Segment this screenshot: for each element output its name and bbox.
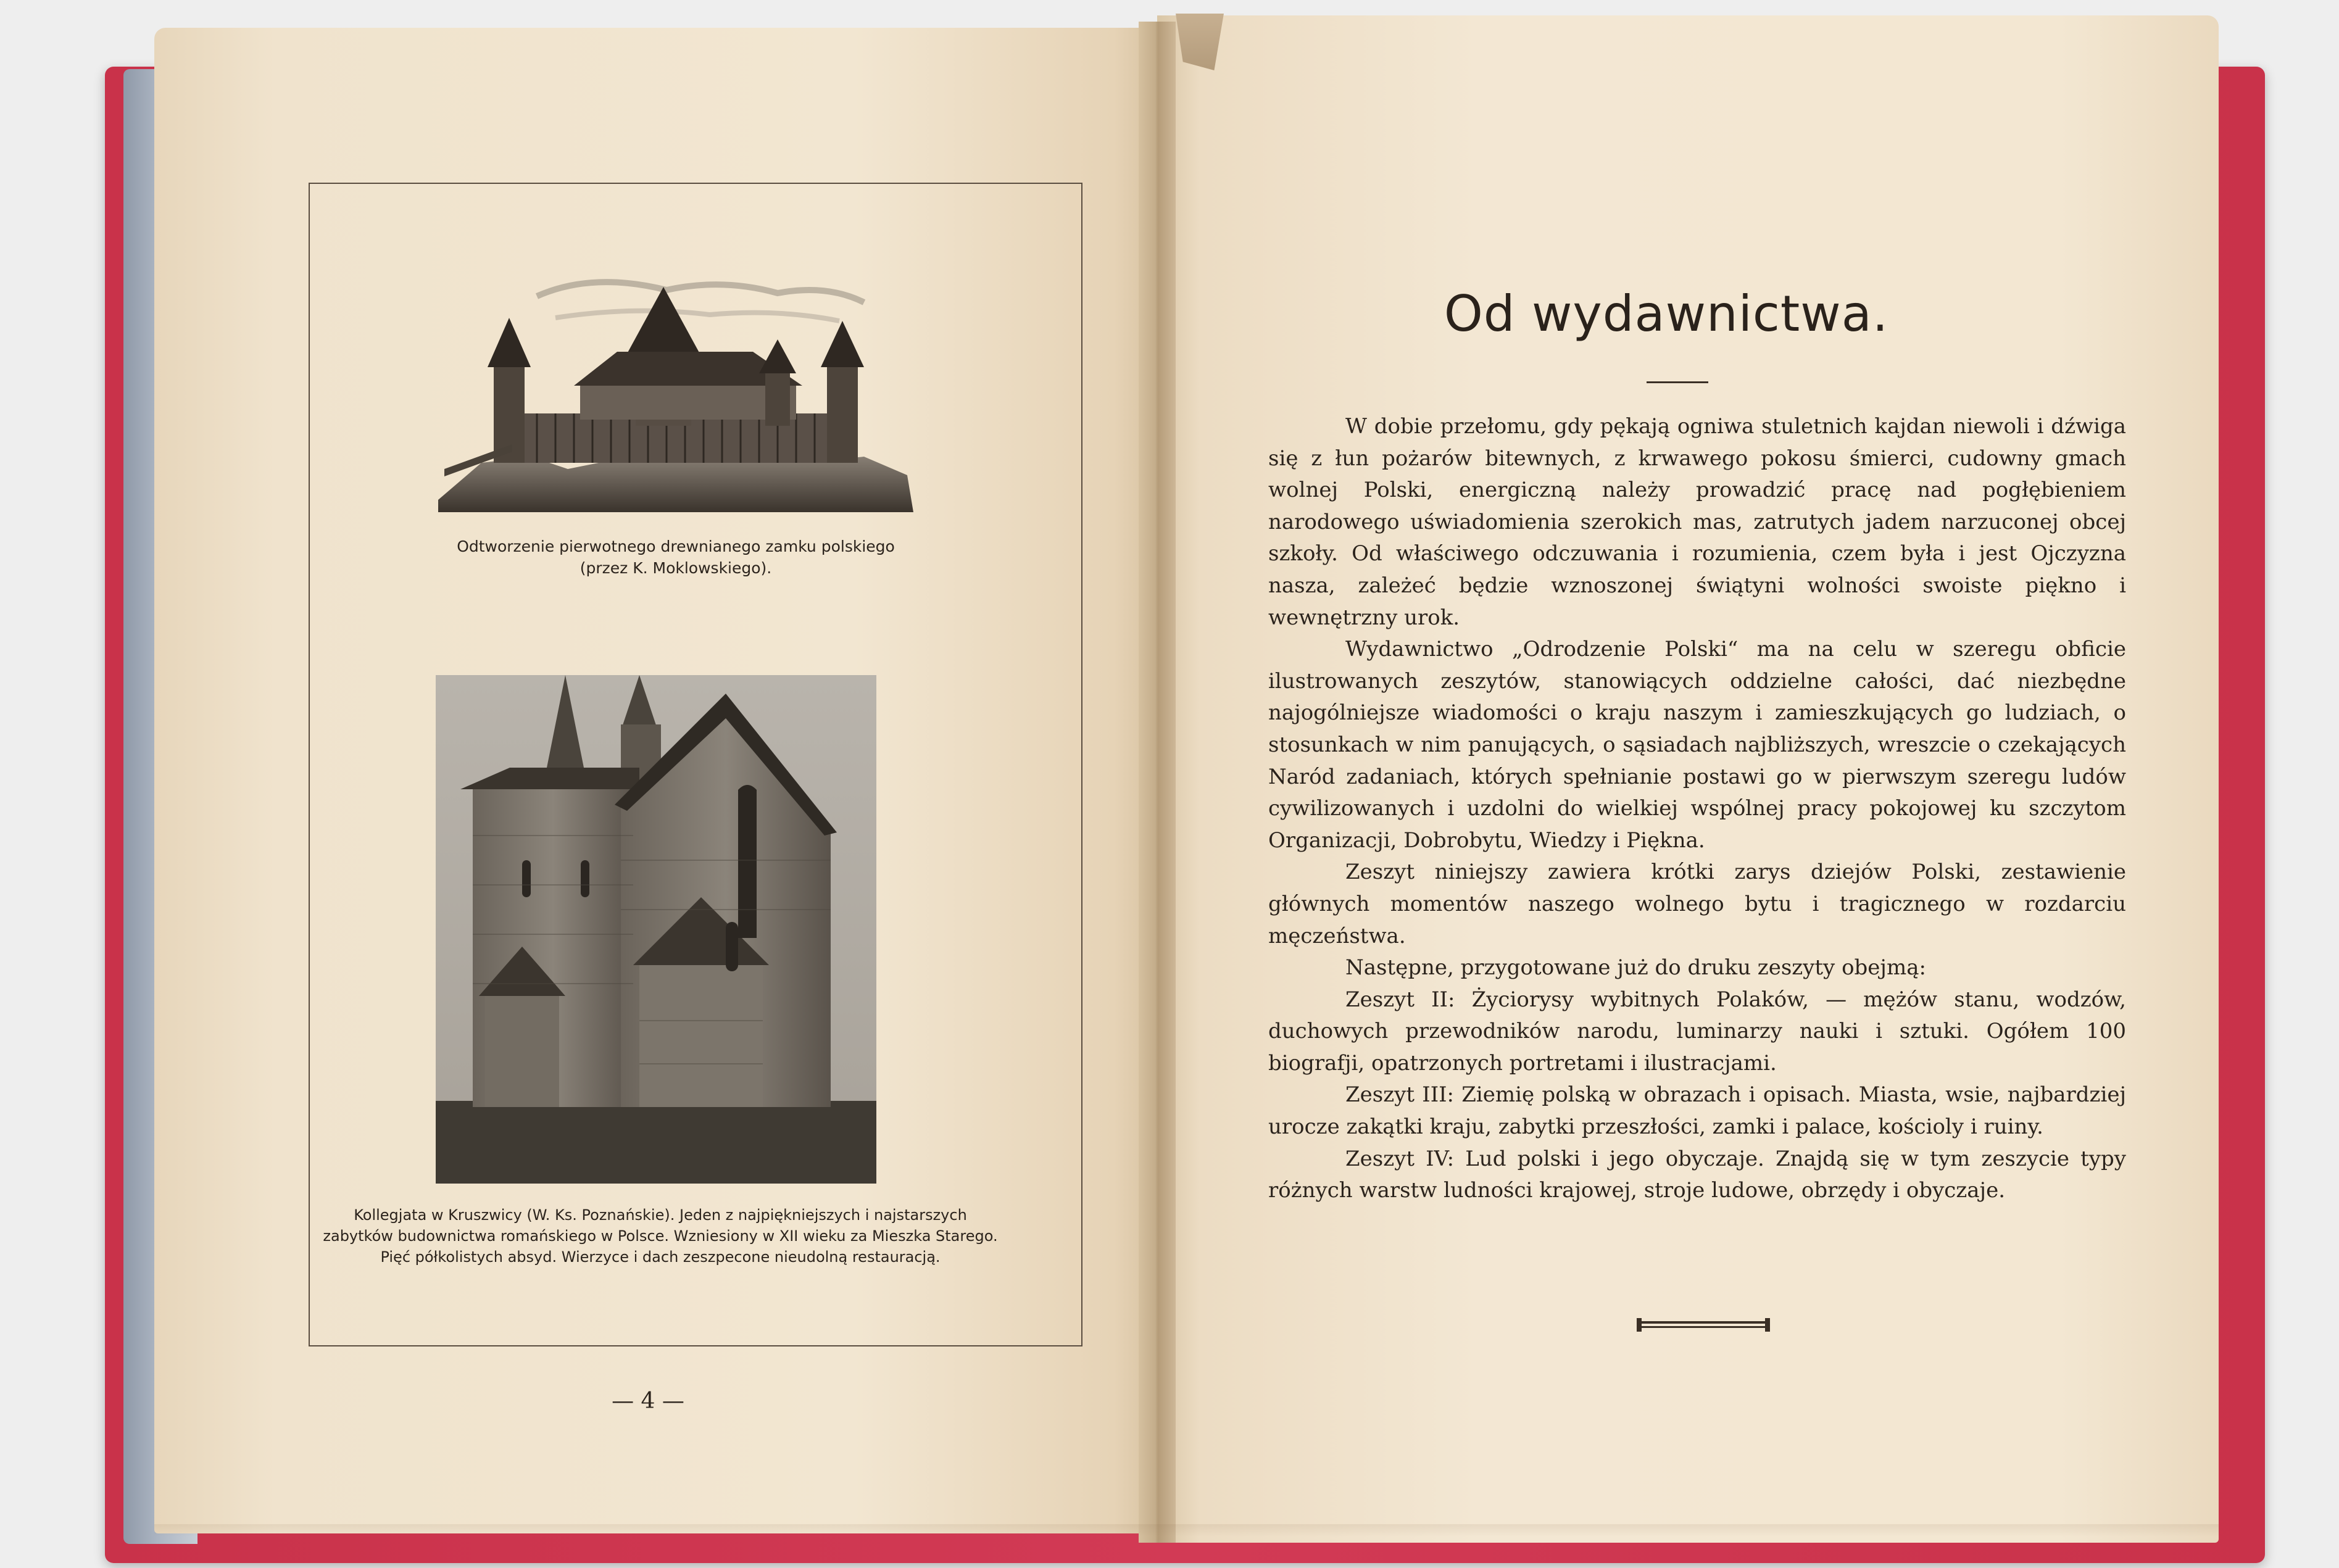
- paragraph-1: W dobie przełomu, gdy pękają ogniwa stuletnich kajdan niewoli i dźwiga się z łun pożarów bitewnych, z krwawego pokosu śmierci, cudowny gmach wolnej Polski, energiczną należy prowadzić pracę nad pogłębieniem narodowego uświadomienia szerokich mas, zatrutych jadem narzuconej obcej szkoły. Od właściwego odczuwania i rozumienia, czem była i jest Ojczyzna nasza, zależeć będzie wznoszonej świątyni wolności swoiste piękno i wewnętrzny urok.: [1268, 414, 2126, 630]
- paragraph-3: Zeszyt niniejszy zawiera krótki zarys dziejów Polski, zestawienie głównych momentów naszego wolnego bytu i tragicznego w rozdarciu męczeństwa.: [1268, 860, 2126, 948]
- church-caption-line-3: Pięć półkolistych absyd. Wierzyce i dach zeszpecone nieudolną restauracją.: [380, 1248, 941, 1266]
- heading-rule: [1647, 381, 1708, 383]
- paragraph-4: Następne, przygotowane już do druku zeszyty obejmą:: [1345, 955, 1926, 981]
- church-caption: [302, 1205, 1018, 1267]
- paragraph-5: Zeszyt II: Życiorysy wybitnych Polaków, — mężów stanu, wodzów, duchowych przewodników narodu, luminarzy nauki i sztuki. Ogółem 100 biografji, opatrzonych portretami i ilustracjami.: [1268, 987, 2126, 1076]
- castle-caption-line-1: Odtworzenie pierwotnego drewnianego zamku polskiego: [457, 537, 895, 555]
- church-caption-line-1: Kollegjata w Kruszwicy (W. Ks. Poznańskie). Jeden z najpiękniejszych i najstarszych: [354, 1206, 967, 1224]
- paragraph-6: Zeszyt III: Ziemię polską w obrazach i opisach. Miasta, wsie, najbardziej urocze zakątki kraju, zabytki przeszłości, zamki i palace, kościoly i ruiny.: [1268, 1082, 2126, 1140]
- page-number: — 4 —: [612, 1388, 684, 1414]
- church-photograph: [436, 675, 876, 1184]
- castle-caption-line-2: (przez K. Moklowskiego).: [580, 559, 772, 577]
- end-ornament: [1635, 1316, 1771, 1334]
- castle-caption: [432, 536, 920, 579]
- page-bottom-shadow: [154, 1524, 2219, 1537]
- paragraph-7: Zeszyt IV: Lud polski i jego obyczaje. Znajdą się w tym zeszycie typy różnych warstw ludności krajowej, stroje ludowe, obrzędy i obyczaje.: [1268, 1146, 2126, 1203]
- body-text: [1268, 411, 2126, 1207]
- paragraph-2: Wydawnictwo „Odrodzenie Polski“ ma na celu w szeregu obficie ilustrowanych zeszytów, stanowiących oddzielne całości, dać niezbędne najogólniejsze wiadomości o kraju naszym i zamieszkujących go ludziach, o stosunkach w nim panujących, o sąsiadach najbliższych, wreszcie o czekających Naród zadaniach, których spełnianie postawi go w pierwszym szeregu ludów cywilizowanych i uzdolni do wielkiej wspólnej pracy pokojowej ku szczytom Organizacji, Dobrobytu, Wiedzy i Piękna.: [1268, 637, 2126, 853]
- section-heading: Od wydawnictwa.: [1444, 285, 1889, 342]
- book-gutter: [1139, 22, 1176, 1543]
- castle-illustration: [432, 259, 920, 525]
- church-caption-line-2: zabytków budownictwa romańskiego w Polsce. Wzniesiony w XII wieku za Mieszka Starego.: [323, 1227, 998, 1245]
